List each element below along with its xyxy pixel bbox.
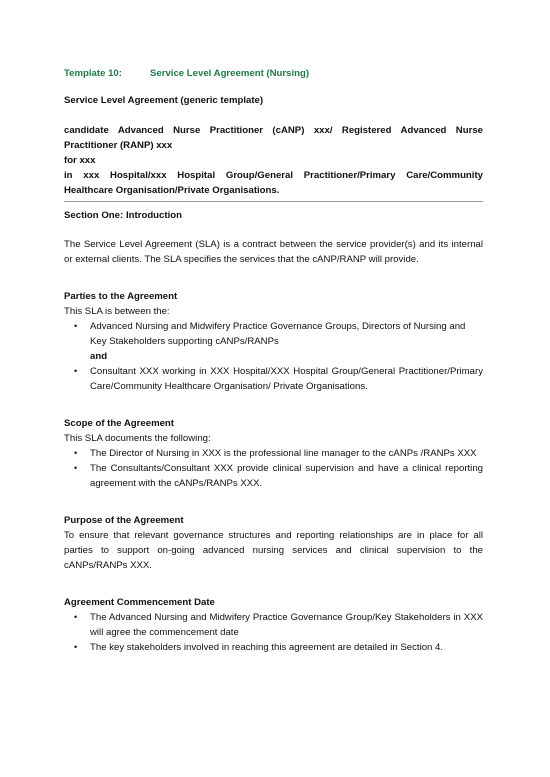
bullet-icon: •: [74, 642, 78, 652]
list-item-text: The Advanced Nursing and Midwifery Practice Governance Group/Key Stakeholders in XXX will agree the commencement date: [90, 612, 483, 638]
bullet-icon: •: [74, 366, 78, 376]
parties-intro: This SLA is between the:: [64, 306, 170, 317]
bullet-icon: •: [74, 612, 78, 622]
parties-and: and: [90, 351, 108, 362]
scope-heading: Scope of the Agreement: [64, 418, 174, 429]
list-item-text: The key stakeholders involved in reaching this agreement are detailed in Section 4.: [90, 642, 444, 653]
section-label: Section One:: [64, 210, 124, 221]
parties-heading: Parties to the Agreement: [64, 291, 178, 302]
template-number: Template 10:: [64, 68, 122, 79]
section-title: Introduction: [126, 210, 182, 221]
list-item-text: The Consultants/Consultant XXX provide clinical supervision and have a clinical reporting agreement with the cANPs/RANPs XXX.: [90, 463, 483, 489]
list-item: [64, 461, 483, 491]
candidate-line-1: candidate Advanced Nurse Practitioner (cANP) xxx/ Registered Advanced Nurse Practitioner (RANP) xxx: [64, 125, 483, 151]
template-heading: [64, 66, 483, 81]
list-item-text: Advanced Nursing and Midwifery Practice Governance Groups, Directors of Nursing and Key Stakeholders supporting cANPs/RANPs: [90, 321, 466, 347]
list-item: [64, 640, 483, 655]
list-item-text: The Director of Nursing in XXX is the professional line manager to the cANPs /RANPs XXX: [90, 448, 477, 459]
template-title: Service Level Agreement (Nursing): [150, 68, 310, 79]
commencement-heading: Agreement Commencement Date: [64, 597, 215, 608]
scope-list: [64, 446, 483, 491]
candidate-line-2: for xxx: [64, 155, 96, 166]
scope-intro: This SLA documents the following:: [64, 433, 211, 444]
parties-list-2: [64, 364, 483, 394]
list-item-text: Consultant XXX working in XXX Hospital/XXX Hospital Group/General Practitioner/Primary Care/Community Healthcare Organisation/ Private Organisations.: [90, 366, 483, 392]
commencement-list: [64, 610, 483, 655]
document-title: Service Level Agreement (generic template): [64, 95, 264, 106]
bullet-icon: •: [74, 463, 78, 473]
bullet-icon: •: [74, 448, 78, 458]
section-divider: [64, 201, 483, 202]
parties-list: [64, 319, 483, 349]
section-heading: [64, 208, 483, 223]
intro-paragraph: The Service Level Agreement (SLA) is a contract between the service provider(s) and its internal or external clients. The SLA specifies the services that the cANP/RANP will provide.: [64, 239, 483, 265]
candidate-line-3: in xxx Hospital/xxx Hospital Group/General Practitioner/Primary Care/Community Healthcare Organisation/Private Organisations.: [64, 170, 483, 196]
purpose-paragraph: To ensure that relevant governance structures and reporting relationships are in place for all parties to support on-going advanced nursing services and clinical supervision to the cANPs/RANPs XXX.: [64, 530, 483, 571]
list-item: [64, 364, 483, 394]
list-item: [64, 610, 483, 640]
purpose-heading: Purpose of the Agreement: [64, 515, 184, 526]
list-item: [64, 319, 483, 349]
bullet-icon: •: [74, 321, 78, 331]
list-item: [64, 446, 483, 461]
